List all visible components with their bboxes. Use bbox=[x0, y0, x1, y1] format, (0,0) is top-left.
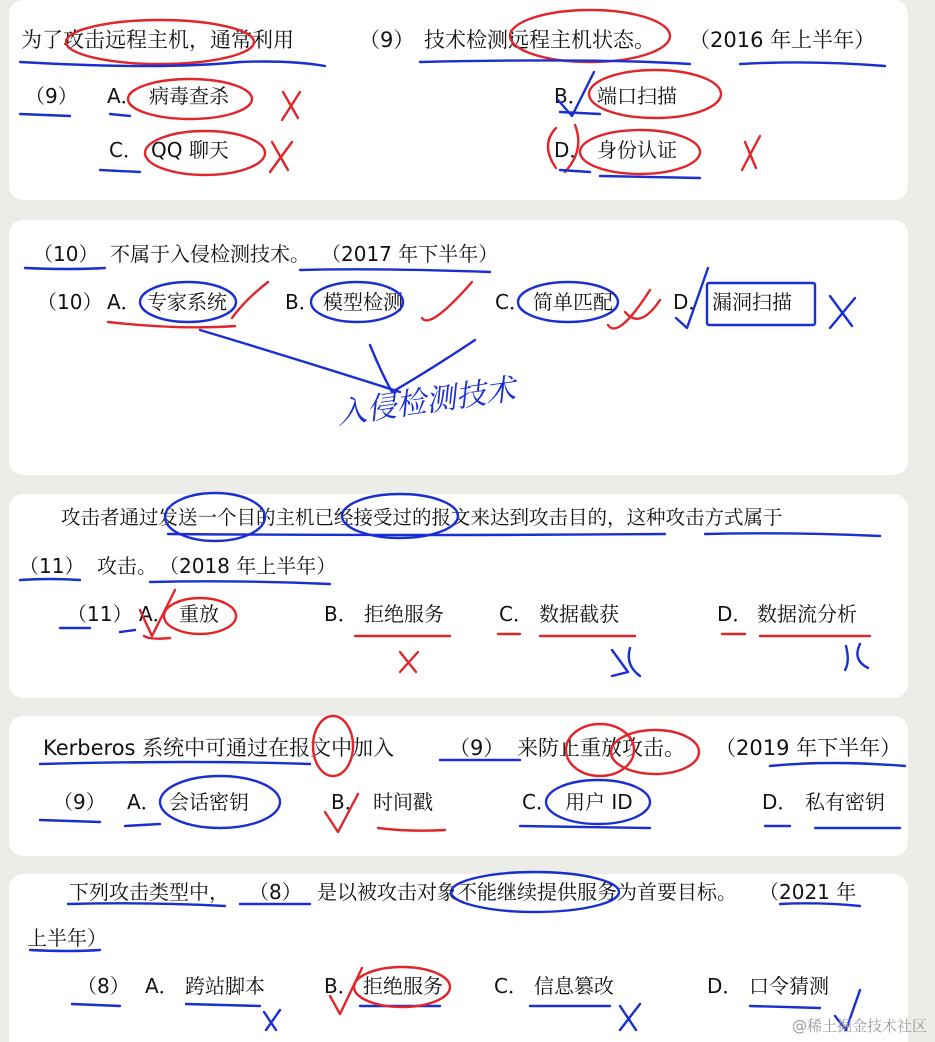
option-letter: A． bbox=[145, 974, 179, 998]
question-card-9-2019 bbox=[9, 716, 908, 856]
option-letter: D． bbox=[707, 974, 743, 998]
option-letter: D． bbox=[717, 602, 753, 626]
option-a-text: 跨站脚本 bbox=[185, 974, 265, 998]
question-card-10-2017 bbox=[9, 220, 908, 475]
question-stem: 不属于入侵检测技术。 bbox=[110, 242, 310, 266]
option-letter: B． bbox=[554, 84, 588, 108]
option-letter: C． bbox=[494, 974, 528, 998]
question-card-11-2018 bbox=[9, 494, 908, 698]
answer-blank: （8） bbox=[249, 880, 302, 904]
question-number: （9） bbox=[53, 790, 106, 814]
question-number: （8） bbox=[77, 974, 130, 998]
exam-year: （2021 年 bbox=[759, 880, 857, 904]
option-letter: C． bbox=[109, 138, 143, 162]
exam-year: （2019 年下半年） bbox=[715, 736, 902, 760]
option-letter: A． bbox=[139, 602, 173, 626]
option-letter: D． bbox=[762, 790, 798, 814]
question-stem: 攻击者通过发送一个目的主机已经接受过的报文来达到攻击目的，这种攻击方式属于 bbox=[61, 506, 783, 529]
option-b-text: 拒绝服务 bbox=[364, 602, 444, 626]
answer-blank: （10） bbox=[33, 242, 99, 266]
question-number: （9） bbox=[25, 84, 78, 108]
option-a-text: 专家系统 bbox=[147, 290, 227, 314]
question-stem: Kerberos 系统中可通过在报文中加入 bbox=[43, 736, 395, 760]
option-c-text: 信息篡改 bbox=[534, 974, 614, 998]
option-a-text: 重放 bbox=[179, 602, 219, 626]
question-stem: 是以被攻击对象不能继续提供服务为首要目标。 bbox=[317, 880, 737, 904]
option-c-text: 简单匹配 bbox=[533, 290, 613, 314]
question-card-8-2021 bbox=[9, 874, 908, 1042]
option-d-text: 口令猜测 bbox=[749, 974, 829, 998]
option-letter: D． bbox=[554, 138, 590, 162]
question-card-9-2016 bbox=[9, 0, 908, 200]
option-d-text: 漏洞扫描 bbox=[712, 290, 792, 314]
option-letter: B． bbox=[324, 602, 358, 626]
option-letter: C． bbox=[522, 790, 556, 814]
exam-year: （2016 年上半年） bbox=[689, 28, 876, 52]
option-letter: B． bbox=[285, 290, 319, 314]
option-letter: B． bbox=[324, 974, 358, 998]
question-stem: 下列攻击类型中， bbox=[69, 880, 229, 904]
option-d-text: 私有密钥 bbox=[805, 790, 885, 814]
handwritten-note: 入侵检测技术 bbox=[334, 372, 518, 432]
option-b-text: 时间戳 bbox=[373, 790, 433, 814]
option-b-text: 端口扫描 bbox=[597, 84, 677, 108]
option-a-text: 会话密钥 bbox=[169, 790, 249, 814]
option-b-text: 模型检测 bbox=[323, 290, 403, 314]
option-letter: D． bbox=[673, 290, 709, 314]
option-letter: A． bbox=[127, 790, 161, 814]
option-letter: A． bbox=[107, 290, 141, 314]
option-c-text: 用户 ID bbox=[565, 790, 633, 814]
exam-year: （2018 年上半年） bbox=[159, 554, 337, 578]
watermark: @稀土掘金技术社区 bbox=[791, 1017, 927, 1035]
exam-year: （2017 年下半年） bbox=[321, 242, 499, 266]
question-number: （11） bbox=[67, 602, 133, 626]
option-letter: B． bbox=[331, 790, 365, 814]
exam-year: 上半年） bbox=[27, 926, 107, 950]
option-letter: A． bbox=[107, 84, 141, 108]
option-c-text: 数据截获 bbox=[539, 602, 619, 626]
question-number: （10） bbox=[37, 290, 103, 314]
option-c-text: QQ 聊天 bbox=[151, 138, 229, 162]
option-b-text: 拒绝服务 bbox=[363, 974, 443, 998]
option-a-text: 病毒查杀 bbox=[149, 84, 229, 108]
answer-blank: （9） bbox=[359, 28, 415, 52]
question-stem: 技术检测远程主机状态。 bbox=[424, 28, 655, 52]
option-letter: C． bbox=[495, 290, 529, 314]
question-stem: 攻击。 bbox=[97, 554, 157, 578]
question-stem: 为了攻击远程主机，通常利用 bbox=[21, 28, 294, 52]
option-d-text: 身份认证 bbox=[597, 138, 677, 162]
option-d-text: 数据流分析 bbox=[757, 602, 857, 626]
answer-blank: （9） bbox=[449, 736, 505, 760]
answer-blank: （11） bbox=[19, 554, 85, 578]
option-letter: C． bbox=[499, 602, 533, 626]
question-stem: 来防止重放攻击。 bbox=[517, 736, 685, 760]
